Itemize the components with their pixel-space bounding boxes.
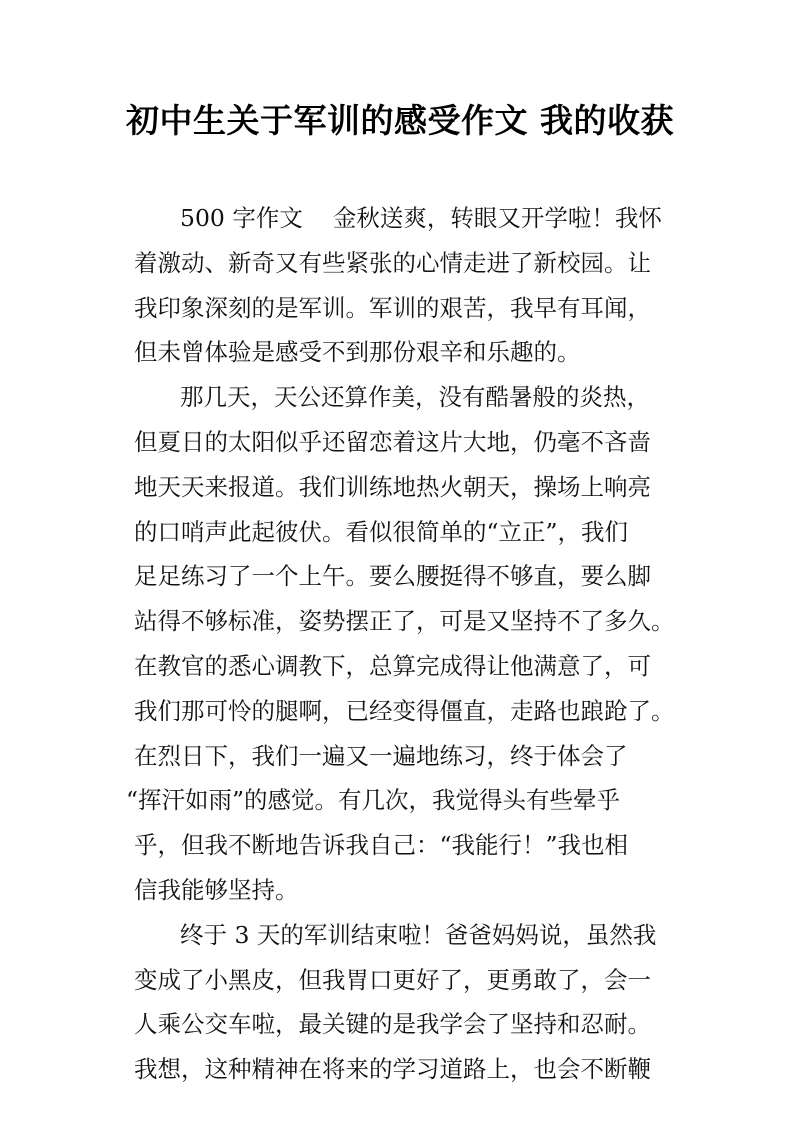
essay-body: [126, 196, 694, 1092]
text-line: 信我能够坚持。: [134, 875, 299, 904]
text-line: 地天天来报道。我们训练地热火朝天，操场上响亮: [134, 472, 651, 501]
text-line: 乎，但我不断地告诉我自己：“我能行！”我也相: [134, 831, 629, 860]
text-line: 足足练习了一个上午。要么腰挺得不够直，要么脚: [134, 562, 651, 591]
essay-category-label: 500 字作文: [180, 204, 303, 232]
text-line: 人乘公交车啦，最关键的是我学会了坚持和忍耐。: [134, 1010, 651, 1039]
text-line: 在教官的悉心调教下，总算完成得让他满意了，可: [134, 651, 651, 680]
text-line: 我们那可怜的腿啊，已经变得僵直，走路也踉跄了。: [134, 696, 675, 725]
text-line: 那几天，天公还算作美，没有酷暑般的炎热，: [180, 383, 650, 412]
text-line: 站得不够标准，姿势摆正了，可是又坚持不了多久。: [134, 607, 675, 636]
text-line: 但夏日的太阳似乎还留恋着这片大地，仍毫不吝啬: [134, 427, 651, 456]
paragraph-2: [126, 375, 694, 913]
text-line: “挥汗如雨”的感觉。有几次，我觉得头有些晕乎: [126, 786, 621, 815]
text-line: 我印象深刻的是军训。军训的艰苦，我早有耳闻，: [134, 293, 651, 322]
paragraph-3: [134, 913, 694, 1092]
page-title: 初中生关于军训的感受作文 我的收获: [126, 101, 674, 140]
text-line: 但未曾体验是感受不到那份艰辛和乐趣的。: [134, 338, 581, 367]
text-line: 终于 3 天的军训结束啦！爸爸妈妈说，虽然我: [180, 920, 657, 949]
text-line: 我想，这种精神在将来的学习道路上，也会不断鞭: [134, 1055, 651, 1084]
text-line: 变成了小黑皮，但我胃口更好了，更勇敢了，会一: [134, 965, 651, 994]
paragraph-1: [134, 196, 694, 375]
text-line: 的口哨声此起彼伏。看似很简单的“立正”，我们: [134, 517, 629, 546]
text-line: 在烈日下，我们一遍又一遍地练习，终于体会了: [134, 741, 628, 770]
text-line: 着激动、新奇又有些紧张的心情走进了新校园。让: [134, 248, 651, 277]
text-line: 500 字作文 金秋送爽，转眼又开学啦！我怀: [180, 204, 662, 232]
